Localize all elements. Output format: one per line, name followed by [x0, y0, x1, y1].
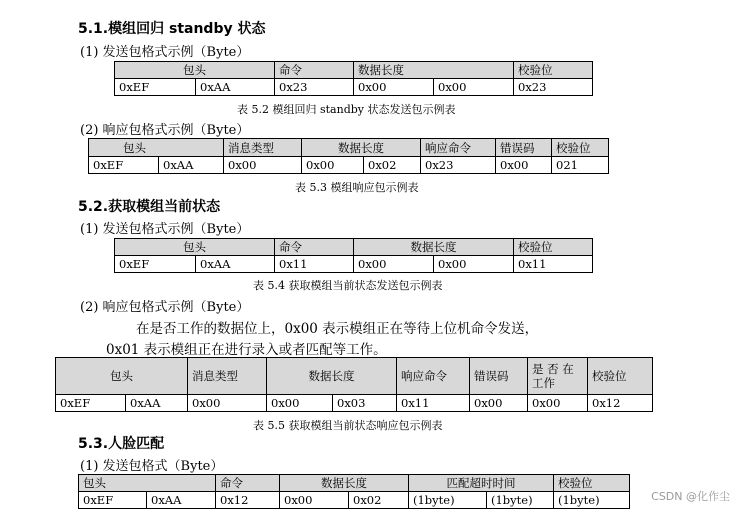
table-caption-5-4: 表 5.4 获取模组当前状态发送包示例表: [253, 279, 443, 292]
data-cell: 0x00: [496, 157, 552, 174]
send-table-5-4: [114, 238, 593, 273]
table-caption-5-2: 表 5.2 模组回归 standby 状态发送包示例表: [237, 103, 456, 116]
data-cell: 0x11: [397, 395, 470, 412]
response-table-5-5: [55, 357, 653, 412]
send-table-5-6: [78, 474, 630, 509]
response-subheading-5-1: (2) 响应包格式示例（Byte）: [80, 123, 250, 138]
data-cell: 0x03: [333, 395, 397, 412]
header-cell: 匹配超时时间: [409, 475, 554, 492]
data-cell: 0xEF: [89, 157, 159, 174]
header-cell: 错误码: [496, 139, 552, 157]
section-heading-5-3: 5.3.人脸匹配: [78, 436, 165, 452]
header-cell: 命令: [275, 239, 354, 256]
table-caption-5-3: 表 5.3 模组响应包示例表: [295, 181, 419, 194]
data-cell: 0x00: [354, 256, 434, 273]
data-cell: 0x00: [434, 256, 514, 273]
header-cell: 校验位: [552, 139, 609, 157]
header-cell: 命令: [275, 62, 354, 79]
header-cell: 包头: [115, 239, 275, 256]
data-cell: (1byte): [487, 492, 554, 509]
paragraph-line-2: 0x01 表示模组正在进行录入或者匹配等工作。: [106, 342, 387, 358]
data-cell: 0x02: [349, 492, 409, 509]
data-cell: 021: [552, 157, 609, 174]
data-cell: (1byte): [554, 492, 630, 509]
data-cell: 0xAA: [147, 492, 216, 509]
data-cell: 0xAA: [159, 157, 224, 174]
header-cell: 数据长度: [267, 358, 397, 395]
data-cell: 0x11: [514, 256, 593, 273]
header-cell: 校验位: [514, 62, 593, 79]
data-cell: 0xAA: [126, 395, 188, 412]
header-cell: 数据长度: [302, 139, 421, 157]
data-cell: 0x11: [275, 256, 354, 273]
data-cell: 0x12: [588, 395, 653, 412]
data-cell: (1byte): [409, 492, 487, 509]
data-cell: 0x23: [275, 79, 354, 96]
data-cell: 0xEF: [79, 492, 147, 509]
header-cell: [528, 358, 588, 395]
header-cell: 命令: [216, 475, 280, 492]
response-table-5-3: [88, 138, 609, 174]
header-cell: 数据长度: [354, 62, 514, 79]
send-subheading-5-2: (1) 发送包格式示例（Byte）: [80, 222, 250, 237]
data-cell: 0x00: [528, 395, 588, 412]
header-cell: 包头: [79, 475, 216, 492]
header-cell-line: 是 否 在: [532, 362, 574, 376]
data-cell: 0x00: [280, 492, 349, 509]
data-cell: 0xAA: [196, 256, 275, 273]
data-cell: 0x00: [354, 79, 434, 96]
header-cell: 包头: [89, 139, 224, 157]
data-cell: 0x02: [364, 157, 421, 174]
data-cell: 0x00: [224, 157, 302, 174]
send-subheading-5-3: (1) 发送包格式（Byte）: [80, 459, 224, 474]
header-cell: 错误码: [470, 358, 528, 395]
header-cell: 包头: [56, 358, 188, 395]
data-cell: 0x00: [188, 395, 267, 412]
data-cell: 0x23: [514, 79, 593, 96]
watermark: CSDN @化作尘: [651, 490, 730, 503]
header-cell: 校验位: [514, 239, 593, 256]
header-cell: 数据长度: [280, 475, 409, 492]
section-heading-5-2: 5.2.获取模组当前状态: [78, 199, 221, 215]
data-cell: 0xEF: [115, 256, 196, 273]
header-cell-line: 工作: [532, 376, 555, 390]
header-cell: 消息类型: [188, 358, 267, 395]
data-cell: 0x00: [434, 79, 514, 96]
response-subheading-5-2: (2) 响应包格式示例（Byte）: [80, 300, 250, 315]
header-cell: 数据长度: [354, 239, 514, 256]
header-cell: 包头: [115, 62, 275, 79]
header-cell: 响应命令: [397, 358, 470, 395]
data-cell: 0x23: [421, 157, 496, 174]
data-cell: 0xAA: [196, 79, 275, 96]
data-cell: 0x00: [267, 395, 333, 412]
section-heading-5-1: 5.1.模组回归 standby 状态: [78, 21, 266, 37]
send-table-5-2: [114, 61, 593, 96]
table-caption-5-5: 表 5.5 获取模组当前状态响应包示例表: [253, 419, 443, 432]
data-cell: 0x12: [216, 492, 280, 509]
data-cell: 0x00: [470, 395, 528, 412]
data-cell: 0xEF: [115, 79, 196, 96]
header-cell: 响应命令: [421, 139, 496, 157]
header-cell: 消息类型: [224, 139, 302, 157]
header-cell: 校验位: [588, 358, 653, 395]
data-cell: 0x00: [302, 157, 364, 174]
header-cell: 校验位: [554, 475, 630, 492]
send-subheading-5-1: (1) 发送包格式示例（Byte）: [80, 45, 250, 60]
data-cell: 0xEF: [56, 395, 126, 412]
paragraph-line-1: 在是否工作的数据位上，0x00 表示模组正在等待上位机命令发送，: [136, 321, 539, 337]
